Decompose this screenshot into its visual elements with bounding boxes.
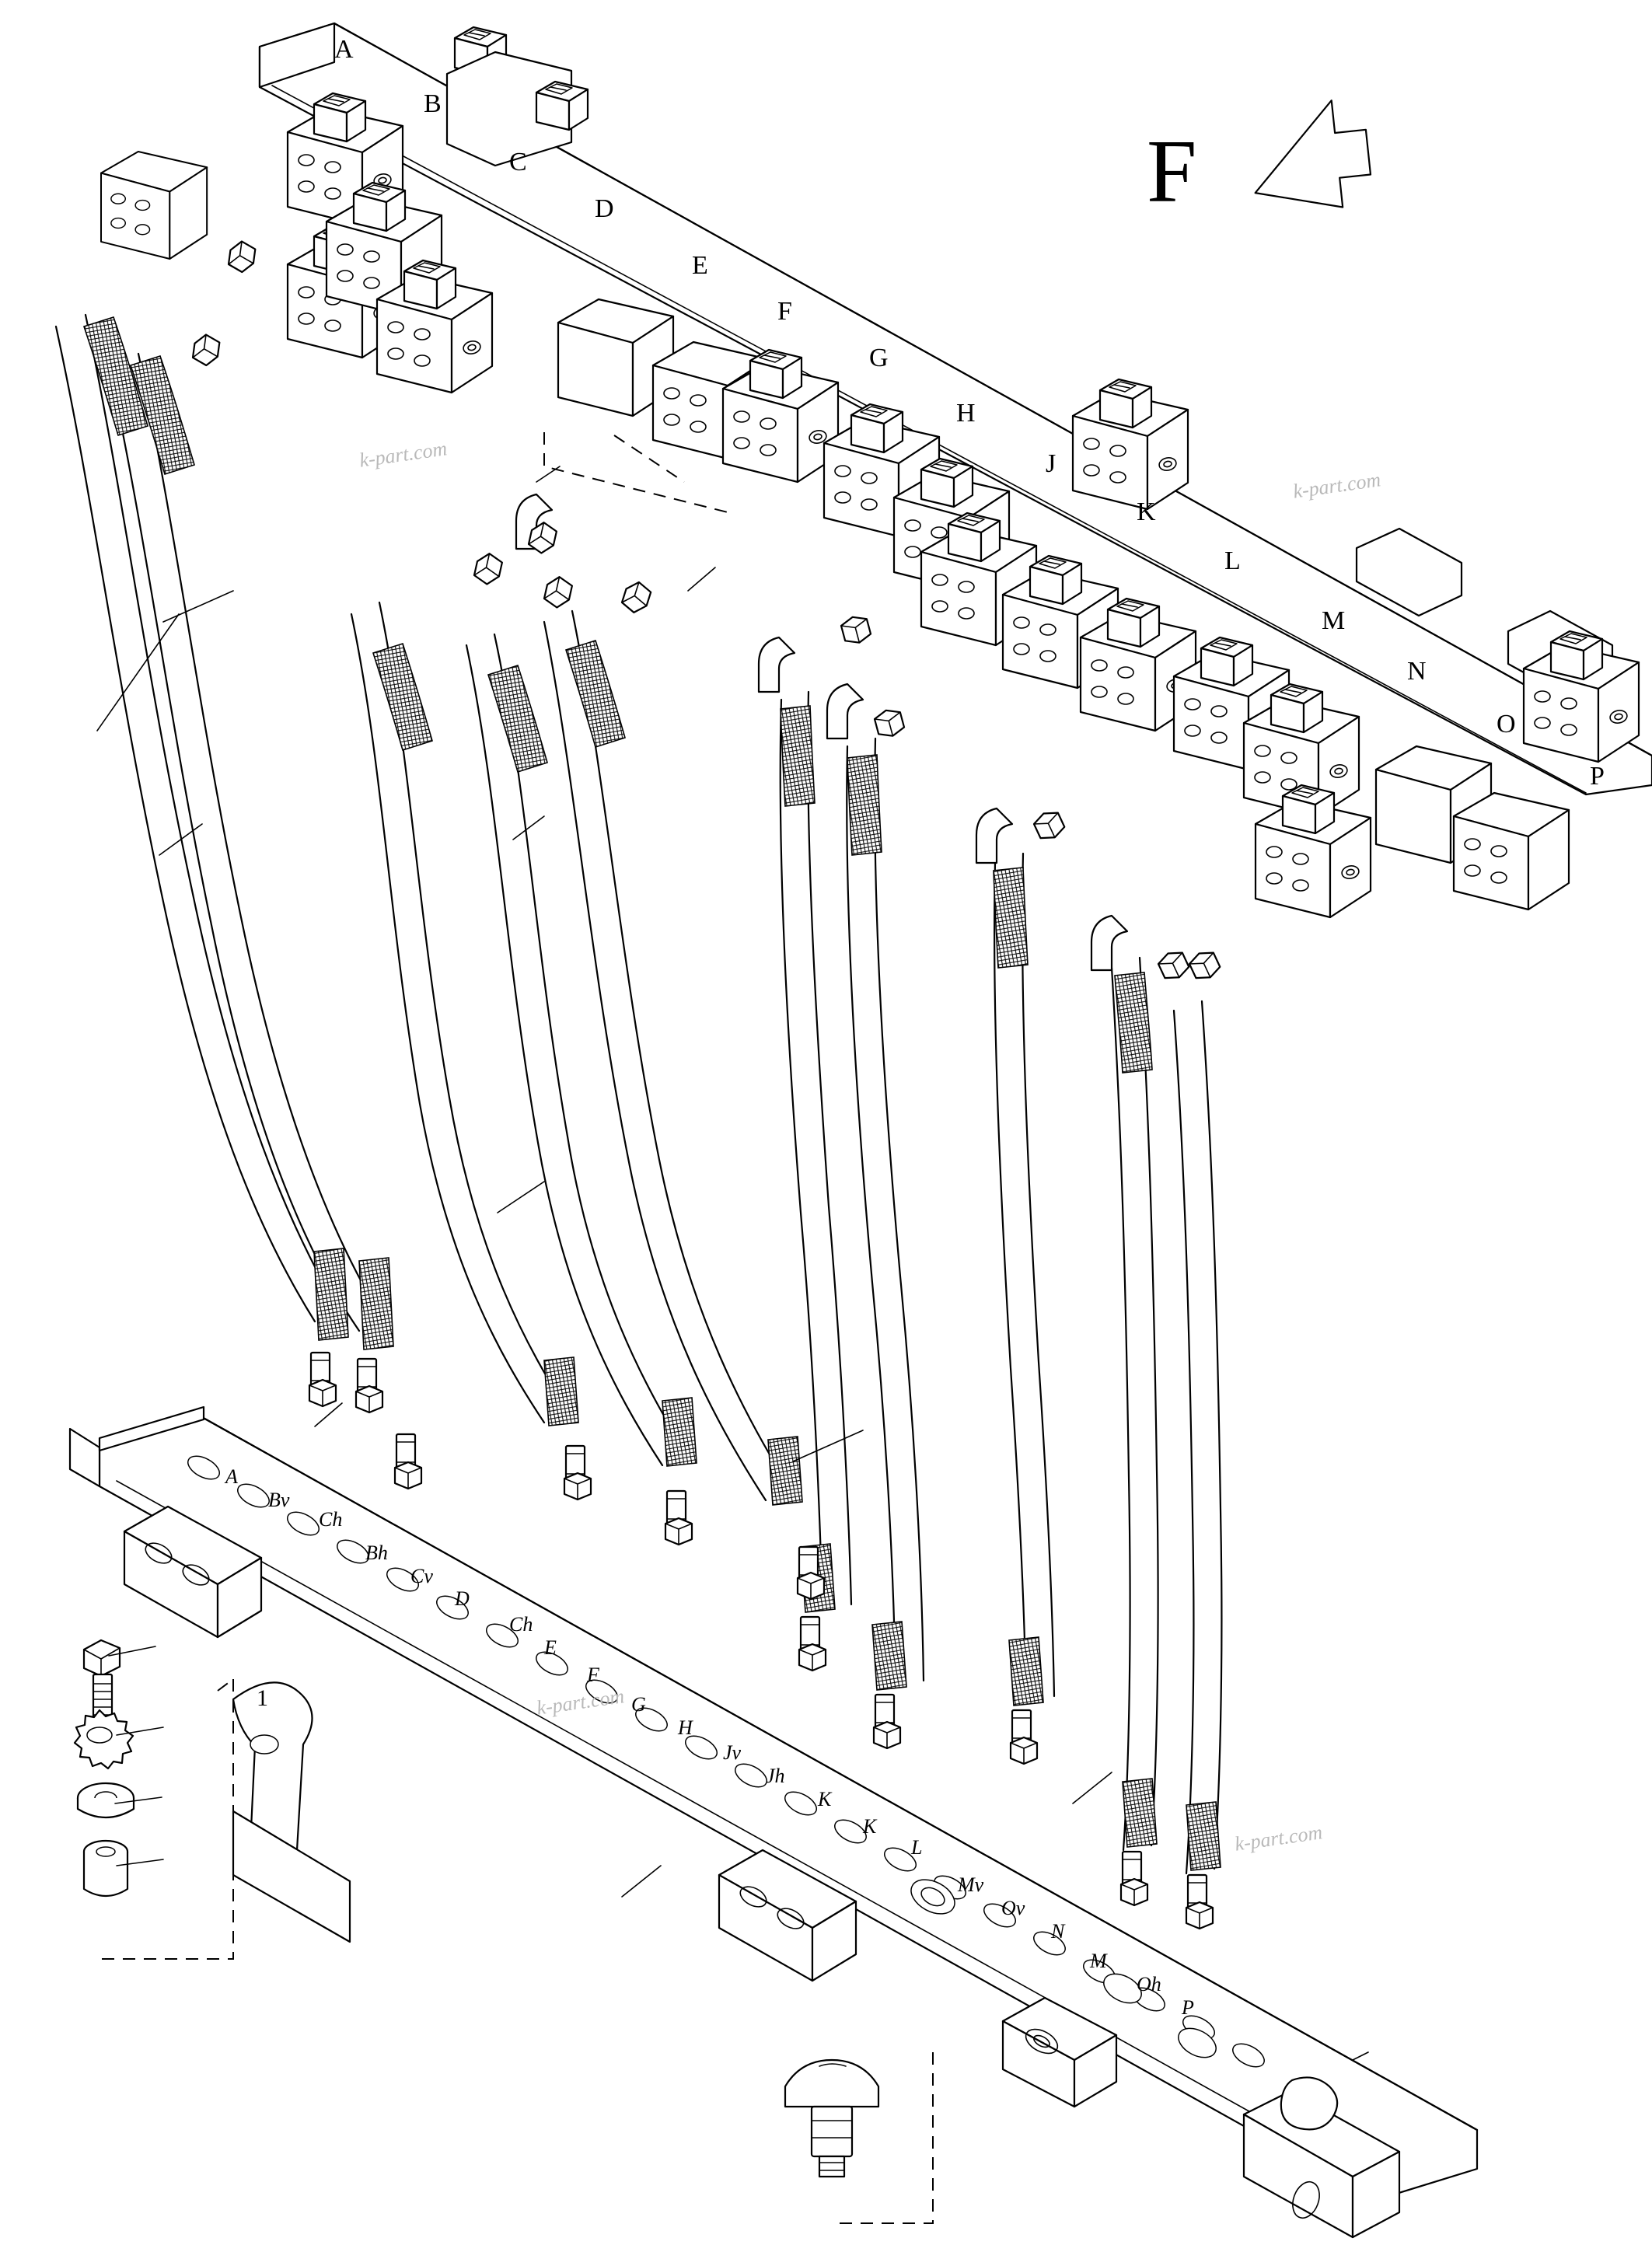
rail-label-lower-n: N — [1051, 1920, 1065, 1943]
rail-label-lower-k1: K — [818, 1788, 832, 1810]
rail-label-lower-h: H — [678, 1716, 693, 1739]
rail-label-lower-e: E — [544, 1636, 557, 1659]
rail-label-upper-n: N — [1407, 657, 1427, 686]
rail-label-lower-m: M — [1090, 1950, 1107, 1972]
watermark-1: k-part.com — [358, 437, 449, 472]
rail-label-lower-l: L — [911, 1836, 923, 1859]
hose-braid-sections — [84, 317, 1221, 1870]
rail-label-upper-g: G — [869, 344, 889, 372]
rail-label-lower-cv: Cv — [410, 1565, 433, 1587]
watermark-3: k-part.com — [535, 1685, 626, 1720]
rail-label-lower-mv: Mv — [958, 1873, 984, 1896]
rail-label-lower-ov: Ov — [1001, 1897, 1025, 1919]
rail-label-upper-e: E — [692, 251, 708, 280]
view-direction-arrow — [1246, 97, 1374, 216]
rail-label-lower-f: F — [587, 1664, 599, 1686]
rail-label-lower-k2: K — [863, 1815, 877, 1838]
rail-label-lower-jv: Jv — [723, 1741, 742, 1764]
rail-label-upper-d: D — [595, 194, 614, 223]
rail-label-lower-d: D — [455, 1587, 470, 1610]
rail-label-lower-bh: Bh — [365, 1541, 388, 1564]
rail-label-lower-bv: Bv — [268, 1489, 290, 1511]
view-marker-f: F — [1147, 122, 1197, 222]
rail-label-upper-a: A — [334, 35, 354, 64]
rail-label-lower-ch1: Ch — [319, 1508, 343, 1531]
rail-label-lower-jh: Jh — [766, 1765, 785, 1787]
rail-label-upper-f: F — [777, 297, 792, 326]
watermark-4: k-part.com — [1233, 1821, 1324, 1856]
rail-label-lower-g: G — [631, 1693, 646, 1716]
rail-label-upper-m: M — [1322, 606, 1346, 635]
hose-assembly-group — [56, 315, 1221, 1873]
rail-label-upper-j: J — [1046, 449, 1057, 478]
rail-label-lower-oh: Oh — [1137, 1973, 1161, 1995]
item-number-1: 1 — [257, 1685, 268, 1711]
rail-label-upper-l: L — [1224, 546, 1241, 575]
rail-label-lower-p: P — [1182, 1996, 1194, 2019]
watermark-2: k-part.com — [1291, 468, 1382, 503]
rail-label-upper-p: P — [1590, 762, 1605, 791]
rail-label-upper-k: K — [1137, 498, 1156, 526]
rail-label-upper-c: C — [509, 148, 527, 176]
rail-label-upper-h: H — [956, 399, 976, 428]
rail-label-lower-ch2: Ch — [509, 1613, 533, 1636]
rail-label-lower-a: A — [225, 1465, 238, 1488]
rail-label-upper-o: O — [1497, 710, 1516, 738]
rail-label-upper-b: B — [424, 89, 442, 118]
